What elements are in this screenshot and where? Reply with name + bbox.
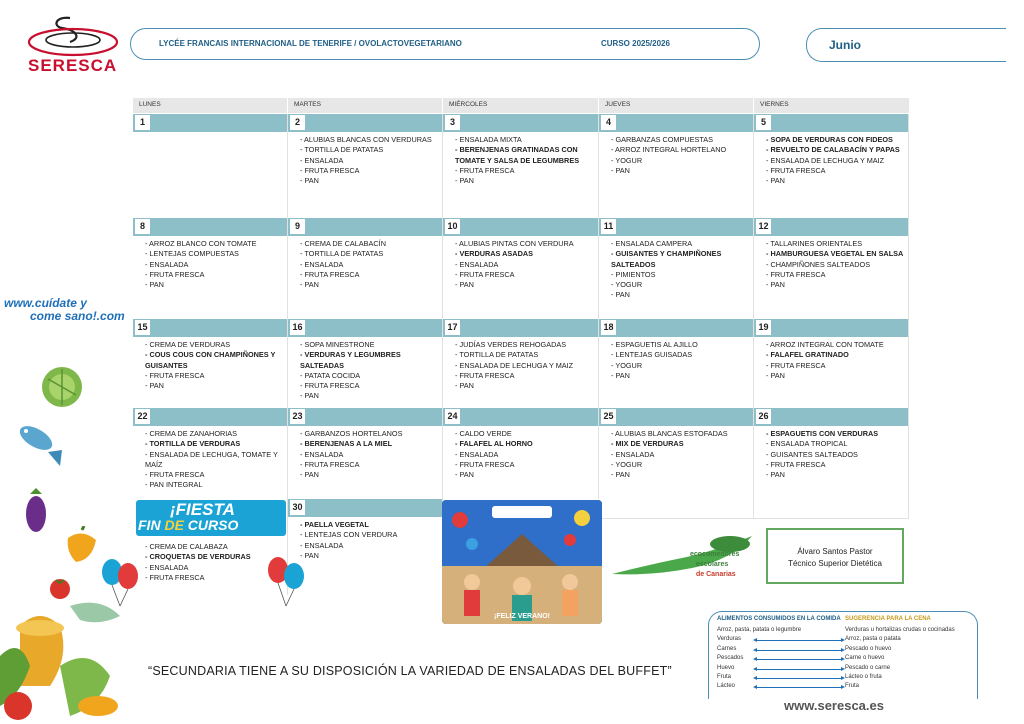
date-bar xyxy=(443,319,598,337)
date-number: 17 xyxy=(445,320,460,335)
menu-item: - FALAFEL AL HORNO xyxy=(455,439,533,449)
menu-item: - COUS COUS CON CHAMPIÑONES Y GUISANTES xyxy=(145,350,276,370)
menu-item: - YOGUR xyxy=(611,459,643,469)
menu-list xyxy=(443,236,593,290)
menu-item: - GARBANZOS HORTELANOS xyxy=(300,429,403,438)
day-cell xyxy=(754,114,909,218)
date-bar xyxy=(133,408,287,426)
menu-item: - ENSALADA xyxy=(300,449,344,459)
date-number: 3 xyxy=(445,115,460,130)
menu-item: - PAN xyxy=(300,280,319,290)
menu-item: - PAN xyxy=(300,470,319,480)
menu-item: - PAN xyxy=(455,470,474,480)
menu-list xyxy=(133,539,283,583)
menu-item: - SOPA MINESTRONE xyxy=(300,340,375,349)
date-number: 9 xyxy=(290,219,305,234)
menu-item: - ESPAGUETIS CON VERDURAS xyxy=(766,429,879,438)
menu-item: - ENSALADA xyxy=(611,449,655,459)
school-title: LYCÉE FRANCAIS INTERNACIONAL DE TENERIFE / OVOLACTOVEGETARIANO xyxy=(159,39,462,48)
date-bar xyxy=(443,218,598,236)
menu-item: - ENSALADA xyxy=(145,259,189,269)
menu-item: - PAN xyxy=(455,176,474,186)
menu-item: - LENTEJAS GUISADAS xyxy=(611,350,693,360)
menu-list xyxy=(288,337,438,402)
menu-item: - BERENJENAS A LA MIEL xyxy=(300,439,393,449)
date-bar xyxy=(754,319,908,337)
legend-dinner-item: Pescado o carne xyxy=(845,664,891,671)
day-header: LUNES xyxy=(133,98,287,113)
menu-item: - TALLARINES ORIENTALES xyxy=(766,239,863,248)
date-bar xyxy=(754,408,908,426)
menu-item: - ARROZ INTEGRAL HORTELANO xyxy=(611,145,727,155)
menu-item: - FRUTA FRESCA xyxy=(300,459,360,469)
menu-item: - PAELLA VEGETAL xyxy=(300,520,369,529)
menu-item: - YOGUR xyxy=(611,360,643,370)
day-cell xyxy=(443,218,599,319)
day-cell xyxy=(288,408,443,499)
menu-item: - TORTILLA DE PATATAS xyxy=(300,249,384,259)
date-number: 15 xyxy=(135,320,150,335)
day-cell xyxy=(443,319,599,408)
day-cell xyxy=(754,319,909,408)
menu-item: - REVUELTO DE CALABACÍN Y PAPAS xyxy=(766,145,900,155)
menu-item: - PAN xyxy=(145,280,164,290)
date-bar xyxy=(443,408,598,426)
fiesta-title: ¡FIESTA xyxy=(170,500,235,519)
day-cell xyxy=(599,408,754,499)
menu-list xyxy=(133,236,283,290)
double-arrow-icon xyxy=(757,678,841,679)
double-arrow-icon xyxy=(757,669,841,670)
menu-item: - ENSALADA DE LECHUGA Y MAIZ xyxy=(766,155,885,165)
menu-list xyxy=(754,236,904,290)
fiesta-word-curso: CURSO xyxy=(187,517,239,533)
menu-item: - CREMA DE CALABACÍN xyxy=(300,239,386,248)
date-number: 8 xyxy=(135,219,150,234)
day-cell xyxy=(288,218,443,319)
menu-item: - ENSALADA TROPICAL xyxy=(766,439,848,449)
day-cell xyxy=(443,114,599,218)
double-arrow-icon xyxy=(757,659,841,660)
menu-item: - FALAFEL GRATINADO xyxy=(766,350,849,360)
date-bar xyxy=(443,114,598,132)
menu-item: - PAN xyxy=(455,280,474,290)
date-number: 26 xyxy=(756,409,771,424)
legend-dinner-item: Lácteo o fruta xyxy=(845,674,882,680)
day-cell xyxy=(288,319,443,408)
date-bar xyxy=(133,114,287,132)
menu-item: - BERENJENAS GRATINADAS CON TOMATE Y SALSA DE LEGUMBRES xyxy=(455,145,580,165)
dietitian-title: Técnico Superior Dietética xyxy=(788,559,882,568)
menu-item: - PAN xyxy=(611,290,630,300)
menu-item: - ENSALADA DE LECHUGA Y MAIZ xyxy=(455,360,574,370)
menu-item: - ENSALADA xyxy=(455,259,499,269)
date-bar xyxy=(288,319,442,337)
date-bar xyxy=(288,218,442,236)
legend-lunch-item: Pescados xyxy=(717,655,744,662)
menu-list xyxy=(754,337,904,381)
menu-item: - FRUTA FRESCA xyxy=(300,381,360,391)
date-number: 25 xyxy=(601,409,616,424)
fiesta-word-fin: FIN xyxy=(138,517,161,533)
menu-item: - ENSALADA xyxy=(455,449,499,459)
poster-caption: ¡FELIZ VERANO! xyxy=(494,613,550,620)
menu-item: - FRUTA FRESCA xyxy=(455,370,515,380)
legend-lunch-item: Carnes xyxy=(717,645,737,652)
menu-item: - ENSALADA xyxy=(300,540,344,550)
fiesta-subtitle xyxy=(138,517,238,533)
menu-item: - ENSALADA xyxy=(300,259,344,269)
header-bar xyxy=(130,28,760,60)
menu-list xyxy=(754,132,904,186)
menu-item: - FRUTA FRESCA xyxy=(455,165,515,175)
day-cell xyxy=(133,319,288,408)
date-number: 22 xyxy=(135,409,150,424)
menu-item: - PAN xyxy=(145,381,164,391)
menu-list xyxy=(754,426,904,480)
eco-line1: ecocomedores xyxy=(690,551,740,558)
legend-heading-lunch: ALIMENTOS CONSUMIDOS EN LA COMIDA xyxy=(717,616,841,622)
double-arrow-icon xyxy=(757,640,841,641)
summer-party-illustration xyxy=(442,500,602,624)
legend-dinner-item: Pescado o huevo xyxy=(845,645,892,652)
menu-item: - PAN xyxy=(300,391,319,401)
menu-item: - CALDO VERDE xyxy=(455,429,512,438)
slogan: “SECUNDARIA TIENE A SU DISPOSICIÓN LA VARIEDAD DE ENSALADAS DEL BUFFET” xyxy=(148,664,672,678)
day-cell xyxy=(133,218,288,319)
date-number: 4 xyxy=(601,115,616,130)
menu-item: - PAN xyxy=(300,550,319,560)
menu-item: - LENTEJAS COMPUESTAS xyxy=(145,249,239,259)
menu-item: - ENSALADA xyxy=(300,155,344,165)
menu-item: - PAN xyxy=(766,176,785,186)
menu-item: - FRUTA FRESCA xyxy=(766,165,826,175)
empty-cell xyxy=(599,499,754,519)
menu-item: - PAN xyxy=(766,370,785,380)
menu-item: - ESPAGUETIS AL AJILLO xyxy=(611,340,698,349)
date-bar xyxy=(599,408,753,426)
date-number: 11 xyxy=(601,219,616,234)
dietitian-name: Álvaro Santos Pastor xyxy=(797,547,873,556)
eco-line3: de Canarias xyxy=(696,571,736,578)
menu-item: - ENSALADA xyxy=(145,562,189,572)
day-header: JUEVES xyxy=(599,98,753,113)
menu-item: - TORTILLA DE PATATAS xyxy=(455,350,539,360)
date-bar xyxy=(754,114,908,132)
menu-item: - PIMIENTOS xyxy=(611,269,656,279)
date-bar xyxy=(133,319,287,337)
legend-heading-dinner: SUGERENCIA PARA LA CENA xyxy=(845,616,931,622)
menu-item: - YOGUR xyxy=(611,155,643,165)
legend-dinner-item: Verduras u hortalizas crudas o cocinadas xyxy=(845,627,955,633)
menu-item: - ENSALADA CAMPERA xyxy=(611,239,693,248)
day-header: MARTES xyxy=(288,98,442,113)
date-number: 5 xyxy=(756,115,771,130)
date-bar xyxy=(288,114,442,132)
menu-item: - ALUBIAS BLANCAS ESTOFADAS xyxy=(611,429,728,438)
lettuce-icon xyxy=(40,365,84,409)
cuidate-logo-line1: www.cuídate y xyxy=(4,296,87,310)
menu-item: - PATATA COCIDA xyxy=(300,370,361,380)
legend-dinner-item: Fruta xyxy=(845,683,860,690)
legend-dinner-item: Carne o huevo xyxy=(845,655,885,662)
menu-list xyxy=(443,132,593,186)
cuidate-logo-line2: come sano!.com xyxy=(30,309,125,323)
menu-item: - JUDÍAS VERDES REHOGADAS xyxy=(455,340,567,349)
double-arrow-icon xyxy=(757,687,841,688)
menu-item: - GUISANTES SALTEADOS xyxy=(766,449,858,459)
menu-list xyxy=(133,337,283,391)
menu-item: - ENSALADA DE LECHUGA, TOMATE Y MAÍZ xyxy=(145,449,278,469)
menu-item: - PAN xyxy=(611,370,630,380)
day-cell xyxy=(754,218,909,319)
menu-list xyxy=(599,337,749,381)
menu-list xyxy=(133,132,283,135)
date-bar xyxy=(599,319,753,337)
menu-item: - TORTILLA DE PATATAS xyxy=(300,145,384,155)
double-arrow-icon xyxy=(757,650,841,651)
menu-item: - FRUTA FRESCA xyxy=(455,459,515,469)
menu-item: - ALUBIAS BLANCAS CON VERDURAS xyxy=(300,135,432,144)
day-header: MIÉRCOLES xyxy=(443,98,598,113)
menu-list xyxy=(288,426,438,480)
menu-item: - SOPA DE VERDURAS CON FIDEOS xyxy=(766,135,893,144)
date-number: 10 xyxy=(445,219,460,234)
course-label: CURSO 2025/2026 xyxy=(601,39,670,48)
menu-item: - GARBANZAS COMPUESTAS xyxy=(611,135,714,144)
legend-lunch-item: Verduras xyxy=(717,636,742,643)
website-label: www.seresca.es xyxy=(784,698,884,713)
date-number: 2 xyxy=(290,115,305,130)
fiesta-word-de: DE xyxy=(164,517,184,533)
menu-item: - CREMA DE VERDURAS xyxy=(145,340,231,349)
date-bar xyxy=(599,218,753,236)
day-cell xyxy=(443,408,599,499)
menu-list xyxy=(599,426,749,480)
menu-item: - FRUTA FRESCA xyxy=(145,572,205,582)
menu-item: - FRUTA FRESCA xyxy=(145,470,205,480)
eco-line2: escolares xyxy=(696,561,729,568)
food-legend xyxy=(708,611,978,699)
menu-item: - FRUTA FRESCA xyxy=(766,360,826,370)
date-number: 23 xyxy=(290,409,305,424)
menu-item: - FRUTA FRESCA xyxy=(145,370,205,380)
menu-item: - FRUTA FRESCA xyxy=(300,269,360,279)
menu-list xyxy=(288,236,438,290)
date-bar xyxy=(599,114,753,132)
date-number: 24 xyxy=(445,409,460,424)
empty-cell xyxy=(754,499,909,519)
legend-lunch-item: Lácteo xyxy=(717,683,736,690)
menu-list xyxy=(599,236,749,301)
day-cell xyxy=(288,114,443,218)
menu-item: - CREMA DE CALABAZA xyxy=(145,542,228,551)
eggplant-icon xyxy=(18,484,54,534)
menu-item: - CHAMPIÑONES SALTEADOS xyxy=(766,259,871,269)
legend-dinner-item: Arroz, pasta o patata xyxy=(845,636,901,643)
brand-name: SERESCA xyxy=(28,56,118,75)
date-number: 19 xyxy=(756,320,771,335)
menu-item: - PAN xyxy=(455,381,474,391)
menu-list xyxy=(599,132,749,176)
menu-list xyxy=(133,426,283,491)
balloons-icon xyxy=(98,556,144,608)
menu-item: - PAN xyxy=(611,470,630,480)
menu-item: - CROQUETAS DE VERDURAS xyxy=(145,552,251,562)
menu-item: - VERDURAS Y LEGUMBRES SALTEADAS xyxy=(300,350,401,370)
day-cell xyxy=(599,114,754,218)
balloons-icon-right xyxy=(262,554,312,608)
menu-item: - ARROZ INTEGRAL CON TOMATE xyxy=(766,340,884,349)
dietitian-box xyxy=(766,528,904,584)
date-number: 12 xyxy=(756,219,771,234)
date-bar xyxy=(754,218,908,236)
date-bar xyxy=(288,408,442,426)
menu-item: - PAN xyxy=(300,176,319,186)
vegetables-basket-image xyxy=(0,596,130,724)
menu-item: - FRUTA FRESCA xyxy=(766,459,826,469)
menu-item: - GUISANTES Y CHAMPIÑONES SALTEADOS xyxy=(611,249,722,269)
menu-item: - YOGUR xyxy=(611,280,643,290)
menu-item: - FRUTA FRESCA xyxy=(455,269,515,279)
menu-item: - CREMA DE ZANAHORIAS xyxy=(145,429,238,438)
day-cell xyxy=(599,218,754,319)
date-number: 1 xyxy=(135,115,150,130)
date-number: 16 xyxy=(290,320,305,335)
day-cell xyxy=(133,408,288,499)
menu-item: - PAN xyxy=(766,280,785,290)
menu-list xyxy=(443,426,593,480)
month-box xyxy=(806,28,1006,62)
menu-item: - TORTILLA DE VERDURAS xyxy=(145,439,241,449)
menu-item: - ALUBIAS PINTAS CON VERDURA xyxy=(455,239,574,248)
menu-item: - LENTEJAS CON VERDURA xyxy=(300,530,398,540)
menu-item: - ENSALADA MIXTA xyxy=(455,135,522,144)
date-bar xyxy=(288,499,442,517)
day-cell xyxy=(754,408,909,499)
menu-item: - FRUTA FRESCA xyxy=(766,269,826,279)
summer-poster-image xyxy=(442,500,602,624)
menu-item: - FRUTA FRESCA xyxy=(300,165,360,175)
fiesta-banner xyxy=(136,500,286,536)
day-header: VIERNES xyxy=(754,98,909,113)
fish-icon xyxy=(14,418,64,470)
menu-item: - MIX DE VERDURAS xyxy=(611,439,684,449)
legend-lunch-item: Fruta xyxy=(717,674,732,680)
day-cell xyxy=(133,114,288,218)
menu-item: - PAN xyxy=(766,470,785,480)
menu-item: - ARROZ BLANCO CON TOMATE xyxy=(145,239,257,248)
menu-list xyxy=(288,132,438,186)
legend-lunch-item: Arroz, pasta, patata o legumbre xyxy=(717,627,802,633)
menu-item: - PAN xyxy=(611,165,630,175)
day-cell xyxy=(599,319,754,408)
menu-item: - PAN INTEGRAL xyxy=(145,480,203,490)
date-number: 18 xyxy=(601,320,616,335)
pepper-icon xyxy=(62,526,102,566)
menu-item: - VERDURAS ASADAS xyxy=(455,249,533,259)
month-label: Junio xyxy=(829,38,861,52)
date-number: 30 xyxy=(290,500,305,515)
date-bar xyxy=(133,218,287,236)
legend-lunch-item: Huevo xyxy=(717,664,735,671)
menu-item: - FRUTA FRESCA xyxy=(145,269,205,279)
menu-list xyxy=(443,337,593,391)
menu-item: - HAMBURGUESA VEGETAL EN SALSA xyxy=(766,249,904,259)
